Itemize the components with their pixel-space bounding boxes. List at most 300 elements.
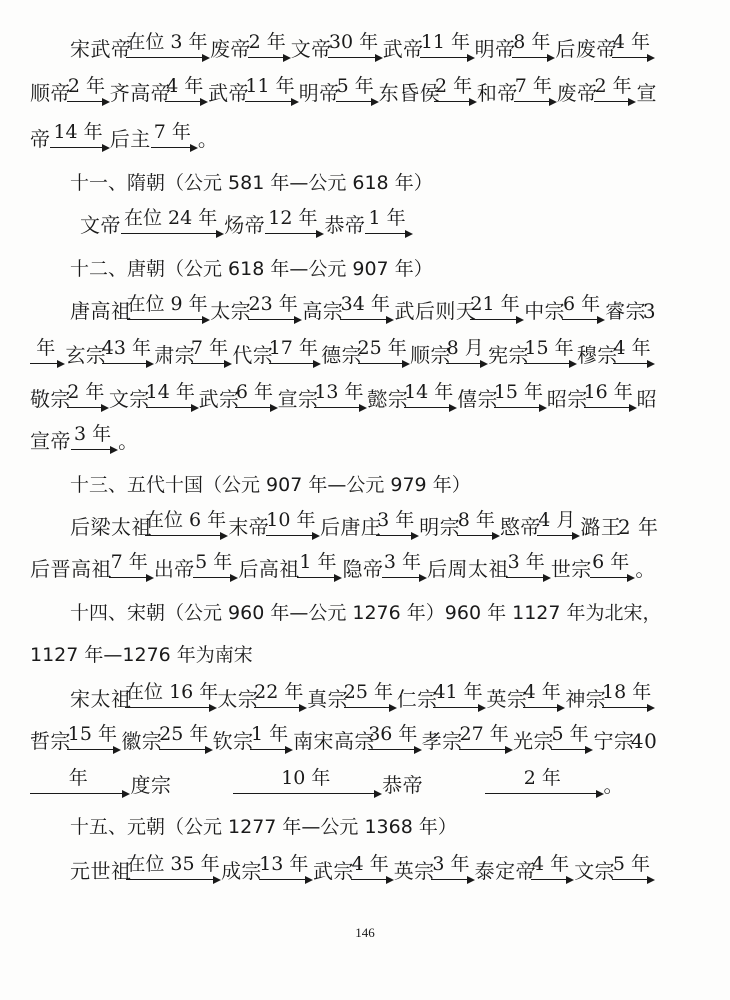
section-heading (0, 632, 730, 672)
reign-arrow (67, 76, 110, 104)
arrow-head-icon (419, 574, 427, 582)
arrow-shaft (602, 707, 649, 708)
ruler-name: 宣宗 (277, 387, 319, 411)
ruler-name: 东昏侯 (378, 81, 441, 105)
reign-arrow (269, 338, 321, 366)
arrow-head-icon (299, 704, 307, 712)
reign-duration: 年 (68, 767, 88, 789)
section-heading (0, 462, 730, 502)
ruler-name: 武宗 (198, 387, 240, 411)
ruler-name: 敬宗 (30, 387, 71, 411)
reign-duration: 25 年 (357, 337, 407, 359)
reign-duration: 2 年 (248, 31, 286, 53)
reign-duration: 16 年 (583, 381, 633, 403)
reign-arrow (245, 76, 299, 104)
arrow-head-icon (478, 704, 486, 712)
ruler-name: 炀帝 (224, 213, 266, 237)
heading-text: 十二、唐朝（公元 618 年—公元 907 年） (70, 258, 433, 280)
reign-arrow (431, 854, 474, 882)
arrow-shaft (431, 879, 468, 880)
reign-arrow (165, 76, 208, 104)
reign-arrow (420, 32, 474, 60)
arrow-shaft (125, 707, 211, 708)
succession-line (0, 718, 730, 758)
ruler-name: 南宋高宗 (293, 729, 376, 753)
arrow-shaft (368, 749, 416, 750)
reign-duration: 14 年 (53, 121, 103, 143)
ruler-name: 穆宗 (576, 343, 618, 367)
arrow-head-icon (305, 876, 313, 884)
arrow-shaft (382, 577, 421, 578)
arrow-head-icon (110, 446, 118, 454)
reign-arrow (151, 122, 198, 150)
reign-duration: 4 年 (523, 681, 561, 703)
arrow-shaft (265, 233, 318, 234)
ruler-name: 武宗 (312, 859, 354, 883)
reign-duration: 4 月 (538, 509, 576, 531)
arrow-head-icon (516, 316, 524, 324)
arrow-shaft (512, 57, 549, 58)
ruler-name: 英宗 (486, 687, 528, 711)
reign-arrow (233, 768, 382, 796)
arrow-shaft (365, 233, 406, 234)
arrow-head-icon (113, 746, 121, 754)
reign-arrow (523, 682, 565, 710)
ruler-name: 代宗 (232, 343, 274, 367)
arrow-head-icon (547, 54, 555, 62)
arrow-shaft (30, 793, 124, 794)
ruler-name: 明宗 (419, 515, 461, 539)
reign-arrow (127, 294, 211, 322)
ruler-name: 废帝 (209, 37, 251, 61)
reign-arrow (459, 724, 513, 752)
reign-duration: 1 年 (299, 551, 337, 573)
ruler-name: 僖宗 (457, 387, 499, 411)
ruler-name: 后梁太祖 (70, 515, 152, 539)
arrow-shaft (376, 535, 413, 536)
ruler-name: 太宗 (217, 687, 259, 711)
ruler-name: 3 (642, 299, 657, 323)
reign-duration: 14 年 (145, 381, 195, 403)
arrow-head-icon (449, 404, 457, 412)
reign-arrow (494, 382, 547, 410)
reign-duration: 27 年 (459, 723, 509, 745)
arrow-shaft (67, 407, 103, 408)
reign-duration: 2 年 (67, 381, 105, 403)
arrow-shaft (30, 363, 59, 364)
arrow-shaft (245, 101, 293, 102)
reign-duration: 7 年 (153, 121, 191, 143)
succession-line (0, 70, 730, 110)
arrow-head-icon (480, 360, 488, 368)
reign-arrow (193, 552, 238, 580)
arrow-shaft (506, 577, 545, 578)
arrow-head-icon (647, 360, 655, 368)
arrow-shaft (102, 363, 148, 364)
arrow-shaft (109, 577, 148, 578)
reign-duration: 25 年 (159, 723, 209, 745)
reign-arrow (612, 854, 655, 882)
reign-duration: 5 年 (336, 75, 374, 97)
arrow-shaft (126, 57, 204, 58)
reign-duration: 3 年 (377, 509, 415, 531)
reign-arrow (259, 854, 313, 882)
reign-arrow (336, 76, 379, 104)
reign-arrow (531, 854, 574, 882)
ruler-name: 文宗 (108, 387, 150, 411)
reign-duration: 2 年 (67, 75, 105, 97)
ruler-name: 文帝 (290, 37, 332, 61)
reign-arrow (524, 338, 576, 366)
succession-line (0, 288, 730, 328)
arrow-shaft (233, 793, 376, 794)
reign-arrow (126, 32, 210, 60)
ruler-name: 后废帝 (555, 37, 617, 61)
reign-arrow (266, 510, 320, 538)
arrow-head-icon (389, 704, 397, 712)
arrow-head-icon (283, 54, 291, 62)
reign-arrow (594, 76, 637, 104)
succession-line (0, 546, 730, 586)
ruler-name: 宋武帝 (70, 37, 132, 61)
arrow-head-icon (313, 360, 321, 368)
ruler-name: 成宗 (221, 859, 263, 883)
reign-duration: 30 年 (328, 31, 379, 53)
section-heading (0, 246, 730, 286)
reign-arrow (109, 552, 154, 580)
arrow-shaft (250, 749, 287, 750)
reign-arrow (404, 382, 457, 410)
reign-arrow (470, 294, 524, 322)
reign-arrow (30, 338, 65, 366)
reign-duration: 13 年 (259, 853, 309, 875)
succession-line (0, 418, 730, 458)
reign-duration: 22 年 (254, 681, 304, 703)
reign-arrow (248, 294, 302, 322)
arrow-head-icon (627, 574, 635, 582)
reign-duration: 17 年 (268, 337, 318, 359)
ruler-name: 明帝 (298, 81, 340, 105)
reign-duration: 4 年 (166, 75, 204, 97)
arrow-head-icon (467, 876, 475, 884)
ruler-name: 神宗 (565, 687, 607, 711)
arrow-head-icon (572, 532, 580, 540)
reign-arrow (71, 424, 118, 452)
arrow-head-icon (543, 574, 551, 582)
reign-duration: 5 年 (612, 853, 650, 875)
reign-arrow (457, 510, 500, 538)
arrow-shaft (159, 749, 207, 750)
reign-arrow (121, 208, 224, 236)
arrow-head-icon (102, 98, 110, 106)
arrow-head-icon (386, 876, 394, 884)
succession-line (0, 202, 730, 242)
arrow-shaft (165, 101, 202, 102)
ruler-name: 顺宗 (409, 343, 451, 367)
ruler-name: 后高祖 (238, 557, 300, 581)
arrow-head-icon (371, 98, 379, 106)
reign-duration: 8 年 (513, 31, 551, 53)
arrow-shaft (248, 57, 285, 58)
reign-arrow (314, 382, 367, 410)
arrow-shaft (254, 707, 301, 708)
arrow-shaft (259, 879, 307, 880)
ruler-name: 光宗 (513, 729, 555, 753)
succession-line (0, 676, 730, 716)
arrow-shaft (71, 449, 112, 450)
arrow-head-icon (205, 746, 213, 754)
arrow-head-icon (200, 98, 208, 106)
arrow-shaft (524, 363, 570, 364)
ruler-name: 高宗 (302, 299, 344, 323)
arrow-head-icon (549, 98, 557, 106)
ruler-name: 宪宗 (488, 343, 530, 367)
arrow-head-icon (647, 704, 655, 712)
ruler-name: 和帝 (476, 81, 518, 105)
reign-duration: 3 年 (432, 853, 470, 875)
reign-arrow (433, 682, 486, 710)
succession-line (0, 332, 730, 372)
reign-duration: 7 年 (514, 75, 552, 97)
reign-duration: 11 年 (245, 75, 295, 97)
arrow-shaft (584, 407, 631, 408)
reign-duration: 4 年 (351, 853, 389, 875)
ruler-name: 恭帝 (324, 213, 366, 237)
arrow-shaft (266, 535, 314, 536)
arrow-shaft (494, 407, 541, 408)
arrow-shaft (446, 363, 482, 364)
succession-line (0, 504, 730, 544)
arrow-shaft (146, 407, 193, 408)
arrow-shaft (151, 147, 192, 148)
arrow-head-icon (202, 54, 210, 62)
arrow-shaft (404, 407, 451, 408)
reign-arrow (102, 338, 154, 366)
reign-arrow (145, 510, 228, 538)
ruler-name: 中宗 (524, 299, 566, 323)
reign-arrow (602, 682, 655, 710)
arrow-shaft (420, 57, 468, 58)
ruler-name: 武帝 (382, 37, 424, 61)
reign-duration: 在位 3 年 (126, 31, 208, 53)
reign-duration: 2 年 (523, 767, 561, 789)
ruler-name: 末帝 (228, 515, 270, 539)
reign-arrow (351, 854, 394, 882)
arrow-head-icon (375, 54, 383, 62)
arrow-shaft (344, 707, 391, 708)
arrow-shaft (590, 577, 629, 578)
succession-line (0, 762, 730, 802)
arrow-shaft (351, 879, 388, 880)
arrow-head-icon (374, 790, 382, 798)
reign-arrow (191, 338, 233, 366)
reign-duration: 4 年 (612, 31, 650, 53)
ruler-name: 出帝 (153, 557, 195, 581)
arrow-shaft (145, 535, 222, 536)
ruler-name: 钦宗 (212, 729, 254, 753)
arrow-head-icon (146, 360, 154, 368)
ruler-name: 。 (603, 773, 624, 797)
arrow-shaft (612, 879, 649, 880)
ruler-name: 仁宗 (396, 687, 438, 711)
ruler-name: 唐高祖 (70, 299, 132, 323)
ruler-name: 废帝 (556, 81, 598, 105)
arrow-shaft (314, 407, 361, 408)
ruler-name: 肃宗 (154, 343, 196, 367)
reign-duration: 4 年 (532, 853, 570, 875)
ruler-name: 宁宗 (593, 729, 635, 753)
reign-arrow (235, 382, 277, 410)
ruler-name: 文宗 (574, 859, 616, 883)
arrow-shaft (551, 749, 588, 750)
ruler-name: 。 (197, 127, 219, 151)
arrow-shaft (434, 101, 471, 102)
reign-arrow (250, 724, 293, 752)
reign-duration: 25 年 (343, 681, 393, 703)
reign-arrow (537, 510, 580, 538)
reign-duration: 在位 9 年 (126, 293, 208, 315)
reign-duration: 5 年 (195, 551, 233, 573)
reign-duration: 8 年 (457, 509, 495, 531)
arrow-head-icon (224, 360, 232, 368)
reign-arrow (612, 32, 655, 60)
reign-arrow (485, 768, 603, 796)
arrow-head-icon (629, 404, 637, 412)
reign-duration: 12 年 (268, 207, 318, 229)
arrow-head-icon (57, 360, 65, 368)
arrow-head-icon (492, 532, 500, 540)
reign-arrow (126, 854, 221, 882)
arrow-head-icon (101, 404, 109, 412)
arrow-head-icon (291, 98, 299, 106)
arrow-shaft (594, 101, 631, 102)
ruler-name: 孝宗 (421, 729, 463, 753)
arrow-shaft (67, 101, 104, 102)
arrow-shaft (358, 363, 404, 364)
reign-duration: 34 年 (340, 293, 390, 315)
arrow-head-icon (628, 98, 636, 106)
ruler-name: 齐高帝 (109, 81, 172, 105)
ruler-name: 隐帝 (342, 557, 384, 581)
arrow-head-icon (285, 746, 293, 754)
arrow-shaft (562, 319, 599, 320)
reign-arrow (584, 382, 637, 410)
reign-arrow (514, 76, 557, 104)
reign-arrow (328, 32, 382, 60)
ruler-name: 后唐庄 (319, 515, 382, 539)
arrow-head-icon (467, 54, 475, 62)
ruler-name: 恭帝 (382, 773, 424, 797)
ruler-name: 文帝 (80, 213, 121, 237)
arrow-head-icon (647, 54, 655, 62)
arrow-shaft (235, 407, 271, 408)
arrow-head-icon (597, 316, 605, 324)
reign-duration: 在位 35 年 (126, 853, 220, 875)
reign-duration: 3 年 (507, 551, 545, 573)
reign-arrow (67, 382, 109, 410)
section-heading (0, 804, 730, 844)
ruler-name: 。 (635, 557, 656, 581)
arrow-head-icon (386, 316, 394, 324)
heading-text: 十三、五代十国（公元 907 年—公元 979 年） (70, 474, 471, 496)
reign-duration: 4 年 (613, 337, 651, 359)
reign-duration: 在位 16 年 (125, 681, 219, 703)
ruler-name: 宋太祖 (70, 687, 132, 711)
reign-arrow (446, 338, 488, 366)
page-number: 146 (355, 925, 375, 940)
arrow-head-icon (334, 574, 342, 582)
reign-duration: 8 月 (446, 337, 484, 359)
ruler-name: 昭 (636, 387, 658, 411)
ruler-name: 泰定帝 (474, 859, 537, 883)
arrow-shaft (514, 101, 551, 102)
arrow-shaft (612, 57, 649, 58)
ruler-name: 顺帝 (30, 81, 71, 105)
reign-duration: 6 年 (562, 293, 601, 315)
arrow-head-icon (539, 404, 547, 412)
reign-arrow (297, 552, 342, 580)
reign-arrow (30, 768, 130, 796)
arrow-shaft (193, 577, 232, 578)
arrow-head-icon (220, 532, 228, 540)
ruler-name: 世宗 (550, 557, 592, 581)
reign-duration: 18 年 (602, 681, 652, 703)
ruler-name: 真宗 (307, 687, 349, 711)
succession-line (0, 848, 730, 888)
ruler-name: 英宗 (393, 859, 435, 883)
reign-arrow (382, 552, 427, 580)
reign-arrow (340, 294, 394, 322)
arrow-head-icon (216, 230, 224, 238)
arrow-shaft (297, 577, 336, 578)
reign-duration: 15 年 (524, 337, 574, 359)
arrow-head-icon (294, 316, 302, 324)
arrow-head-icon (230, 574, 238, 582)
ruler-name: 明帝 (474, 37, 516, 61)
reign-arrow (146, 382, 199, 410)
reign-duration: 2 年 (434, 75, 473, 97)
arrow-head-icon (202, 316, 210, 324)
arrow-head-icon (146, 574, 154, 582)
heading-text: 十五、元朝（公元 1277 年—公元 1368 年） (70, 816, 457, 838)
arrow-shaft (328, 57, 376, 58)
reign-arrow (376, 510, 419, 538)
ruler-name: 德宗 (321, 343, 363, 367)
arrow-head-icon (359, 404, 367, 412)
ruler-name: 。 (118, 429, 139, 453)
reign-arrow (368, 724, 422, 752)
ruler-name: 潞王 (580, 515, 622, 539)
reign-arrow (365, 208, 412, 236)
arrow-head-icon (566, 876, 574, 884)
reign-duration: 14 年 (404, 381, 454, 403)
heading-text: 十四、宋朝（公元 960 年—公元 1276 年）960 年 1127 年为北宋， (70, 602, 662, 624)
arrow-head-icon (213, 876, 221, 884)
section-heading (0, 160, 730, 200)
reign-duration: 15 年 (67, 723, 117, 745)
reign-arrow (265, 208, 324, 236)
ruler-name: 后主 (109, 127, 151, 151)
ruler-name: 2 年 (617, 515, 659, 539)
arrow-head-icon (596, 790, 604, 798)
ruler-name: 宣 (636, 81, 657, 105)
reign-duration: 年 (36, 337, 56, 359)
arrow-shaft (457, 535, 494, 536)
reign-duration: 11 年 (420, 31, 471, 53)
arrow-head-icon (190, 144, 198, 152)
reign-duration: 3 年 (383, 551, 421, 573)
arrow-shaft (523, 707, 559, 708)
